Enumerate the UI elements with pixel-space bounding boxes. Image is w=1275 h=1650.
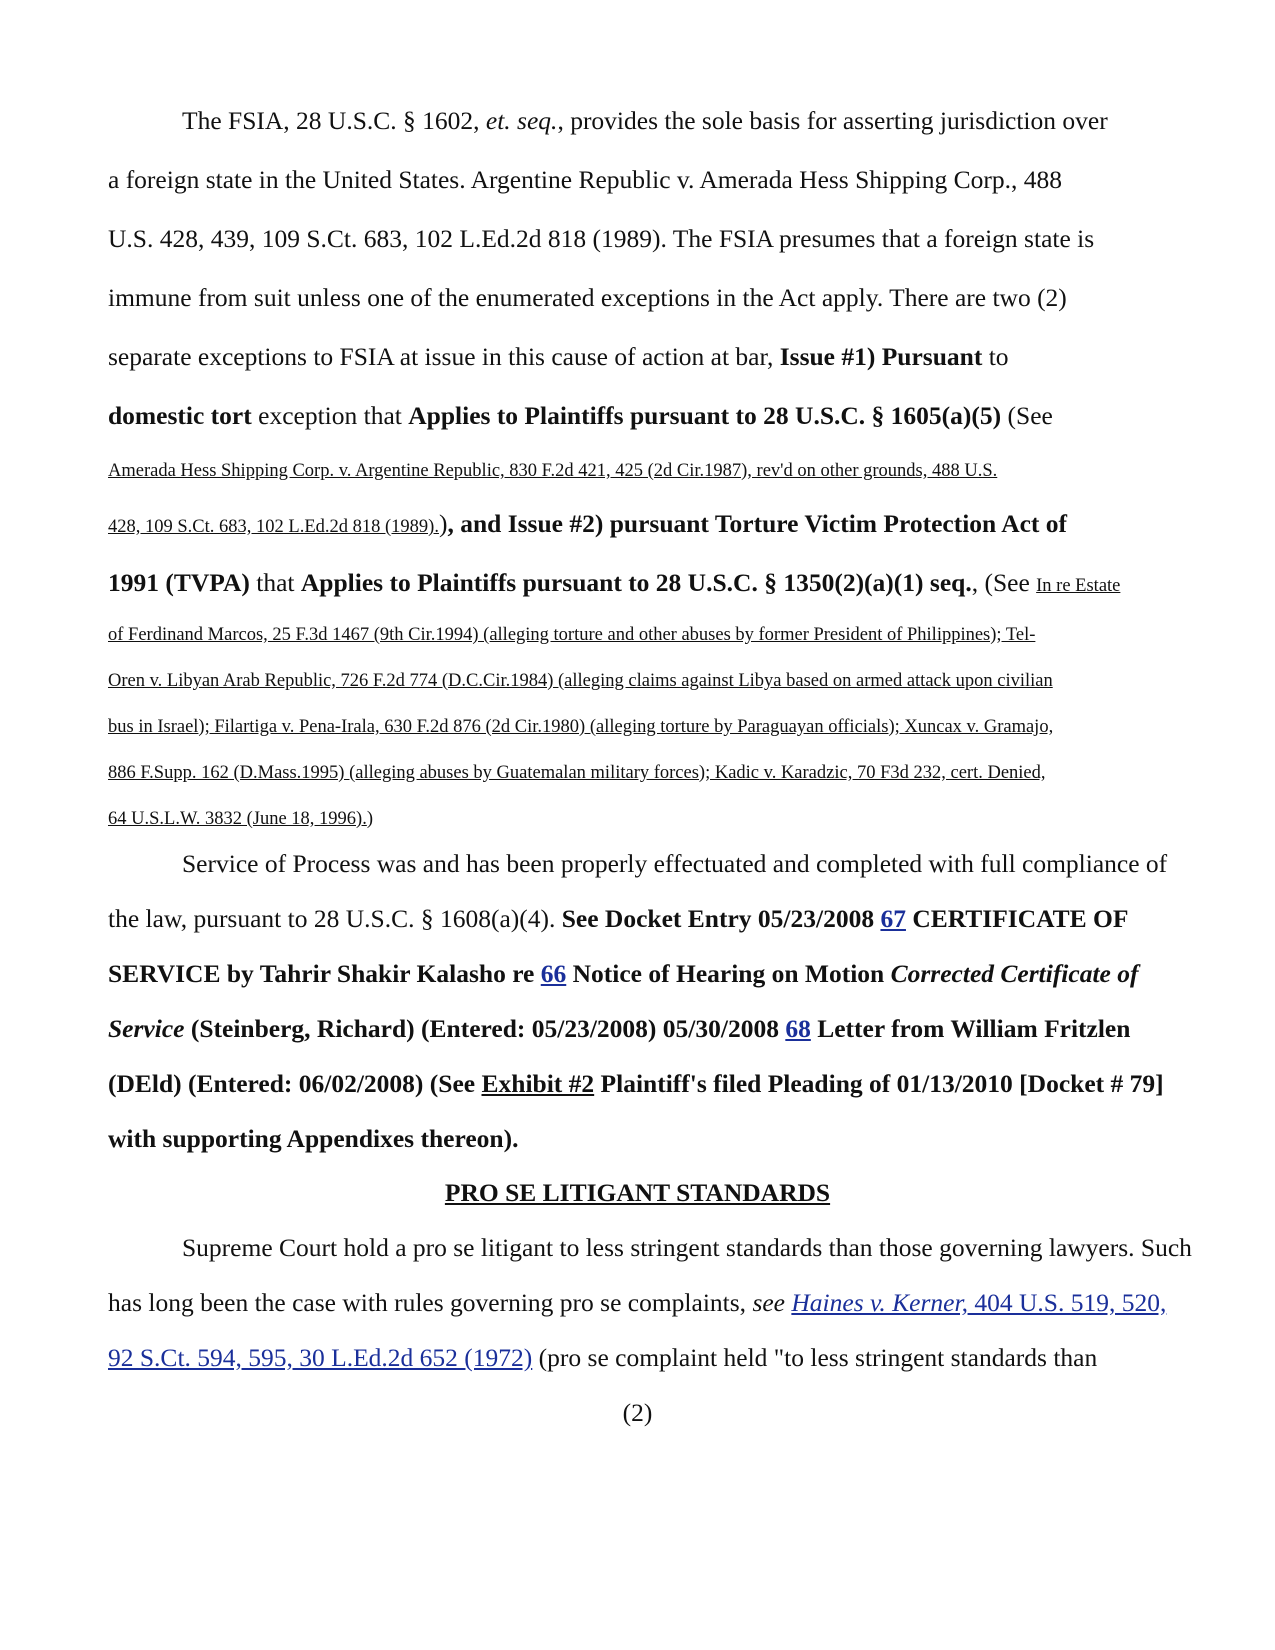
paragraph-line: with supporting Appendixes thereon). (108, 1124, 519, 1153)
text-run: (pro se complaint held "to less stringent standards than (532, 1343, 1098, 1372)
paragraph-line (108, 959, 1188, 989)
text-run-bold: CERTIFICATE OF (905, 904, 1129, 933)
text-run: ) (438, 509, 448, 538)
citation-line (108, 801, 1188, 834)
text-run: that (249, 568, 301, 597)
text-run-italic: et. seq. (485, 106, 558, 135)
paragraph-line (108, 568, 1188, 601)
text-run: the law, pursuant to 28 U.S.C. § 1608(a)(4). (108, 904, 562, 933)
text-run: , provides the sole basis for asserting jurisdiction over (557, 106, 1108, 135)
text-run-bold: Plaintiff's filed Pleading of 01/13/2010 [Docket # 79] (594, 1069, 1164, 1098)
paragraph-line (108, 342, 1188, 372)
case-link-citation[interactable]: 404 U.S. 519, 520, (967, 1288, 1167, 1317)
paragraph-line (108, 1343, 1188, 1373)
text-run-bold: See Docket Entry 05/23/2008 (561, 904, 881, 933)
case-link-citation[interactable]: 92 S.Ct. 594, 595, 30 L.Ed.2d 652 (1972) (108, 1343, 533, 1372)
text-run: to (982, 342, 1009, 371)
text-run-bold-italic: Service (108, 1014, 185, 1043)
issue-2-label: Issue #2) pursuant Torture Victim Protection Act of (507, 509, 1068, 538)
paragraph-line: Service of Process was and has been properly effectuated and completed with full compliance of (182, 849, 1168, 878)
docket-link-67[interactable]: 67 (880, 904, 906, 933)
case-link-haines-v-kerner[interactable]: Haines v. Kerner, (791, 1288, 968, 1317)
text-run: ) (366, 809, 373, 829)
paragraph-line: U.S. 428, 439, 109 S.Ct. 683, 102 L.Ed.2d 818 (1989). The FSIA presumes that a foreign state is (108, 224, 1095, 253)
citation-run: In re Estate (1036, 576, 1121, 596)
text-run-bold: Notice of Hearing on Motion (566, 959, 891, 988)
text-run-bold: SERVICE by Tahrir Shakir Kalasho re (108, 959, 541, 988)
paragraph-line (108, 1069, 1188, 1099)
citation-line: bus in Israel); Filartiga v. Pena-Irala, 630 F.2d 876 (2d Cir.1980) (alleging torture by Paraguayan officials); Xuncax v. Gramajo, (108, 717, 1054, 737)
text-run-bold: 1991 (TVPA) (108, 568, 250, 597)
text-run-bold-italic: Corrected Certificate of (890, 959, 1139, 988)
citation-line: of Ferdinand Marcos, 25 F.3d 1467 (9th Cir.1994) (alleging torture and other abuses by former President of Philippines); Tel- (108, 625, 1036, 645)
citation-line: Amerada Hess Shipping Corp. v. Argentine Republic, 830 F.2d 421, 425 (2d Cir.1987), rev'd on other grounds, 488 U.S. (108, 461, 998, 481)
paragraph-line (108, 904, 1188, 934)
text-run-bold: (DEld) (Entered: 06/02/2008) (See (108, 1069, 482, 1098)
paragraph-line (108, 509, 1188, 542)
text-run-bold: , and (447, 509, 508, 538)
paragraph-line: immune from suit unless one of the enumerated exceptions in the Act apply. There are two (2) (108, 283, 1067, 312)
issue-1-label: Issue #1) Pursuant (779, 342, 983, 371)
paragraph-line (182, 106, 1262, 136)
docket-link-68[interactable]: 68 (785, 1014, 811, 1043)
text-run: exception that (251, 401, 409, 430)
page-number: (2) (622, 1398, 653, 1427)
text-run-italic: see (752, 1288, 785, 1317)
paragraph-line (108, 401, 1188, 431)
text-run: , (See (971, 568, 1037, 597)
text-run-bold: (Steinberg, Richard) (Entered: 05/23/2008) 05/30/2008 (184, 1014, 786, 1043)
text-run-bold: Applies to Plaintiffs pursuant to 28 U.S.C. § 1605(a)(5) (408, 401, 1002, 430)
docket-link-66[interactable]: 66 (540, 959, 567, 988)
paragraph-line: a foreign state in the United States. Argentine Republic v. Amerada Hess Shipping Corp., 488 (108, 165, 1062, 194)
paragraph-line (108, 1288, 1188, 1318)
text-run: The FSIA, 28 U.S.C. § 1602, (182, 106, 486, 135)
citation-line: Oren v. Libyan Arab Republic, 726 F.2d 774 (D.C.Cir.1984) (alleging claims against Libya based on armed attack upon civilian (108, 671, 1053, 691)
paragraph-line (108, 1014, 1188, 1044)
text-run: (See (1001, 401, 1053, 430)
section-heading: PRO SE LITIGANT STANDARDS (444, 1178, 831, 1207)
text-run: has long been the case with rules governing pro se complaints, (108, 1288, 753, 1317)
text-run: separate exceptions to FSIA at issue in this cause of action at bar, (108, 342, 780, 371)
citation-line: 886 F.Supp. 162 (D.Mass.1995) (alleging abuses by Guatemalan military forces); Kadic v. Karadzic, 70 F3d 232, cert. Denied, (108, 763, 1046, 783)
paragraph-line: Supreme Court hold a pro se litigant to less stringent standards than those governing lawyers. Such (182, 1233, 1192, 1262)
citation-run: 428, 109 S.Ct. 683, 102 L.Ed.2d 818 (1989). (108, 517, 439, 537)
text-run-bold: Letter from William Fritzlen (810, 1014, 1131, 1043)
text-run-bold: Applies to Plaintiffs pursuant to 28 U.S.C. § 1350(2)(a)(1) seq. (300, 568, 972, 597)
exhibit-2-reference: Exhibit #2 (481, 1069, 595, 1098)
text-run-bold: domestic tort (108, 401, 252, 430)
citation-run: 64 U.S.L.W. 3832 (June 18, 1996). (108, 809, 367, 829)
